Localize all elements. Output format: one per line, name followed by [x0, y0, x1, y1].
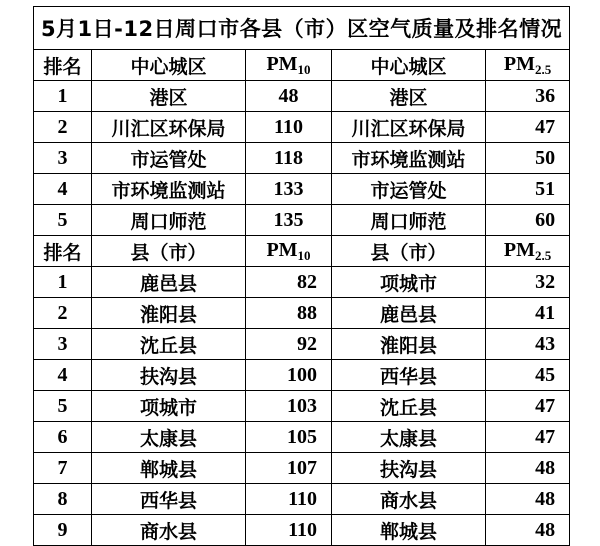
pm25-station-cell: 鹿邑县 [332, 298, 486, 329]
table-row [34, 391, 570, 422]
pm10-station-cell: 扶沟县 [92, 360, 246, 391]
rank-cell: 9 [34, 515, 92, 546]
rank-cell: 3 [34, 329, 92, 360]
title-row [34, 7, 570, 50]
pm25-value-cell: 48 [486, 453, 570, 484]
pm25-station-cell: 扶沟县 [332, 453, 486, 484]
pm10-station-cell: 市环境监测站 [92, 174, 246, 205]
pm10-station-cell: 川汇区环保局 [92, 112, 246, 143]
table-row [34, 267, 570, 298]
pm25-value-cell: 60 [486, 205, 570, 236]
pm10-station-cell: 周口师范 [92, 205, 246, 236]
air-quality-document [33, 6, 569, 546]
pm25-value-cell: 43 [486, 329, 570, 360]
pm10-value-cell: 88 [246, 298, 332, 329]
table-row [34, 515, 570, 546]
pm10-value-cell: 82 [246, 267, 332, 298]
rank-cell: 1 [34, 81, 92, 112]
pm10-station-cell: 项城市 [92, 391, 246, 422]
rank-cell: 4 [34, 174, 92, 205]
pm25-station-cell: 市运管处 [332, 174, 486, 205]
header-rank: 排名 [34, 236, 92, 267]
pm10-value-cell: 133 [246, 174, 332, 205]
pm10-station-cell: 淮阳县 [92, 298, 246, 329]
pm25-value-cell: 45 [486, 360, 570, 391]
pm10-sub: 10 [297, 247, 311, 263]
pm10-value-cell: 135 [246, 205, 332, 236]
pm25-station-cell: 郸城县 [332, 515, 486, 546]
pm25-station-cell: 太康县 [332, 422, 486, 453]
pm10-value-cell: 107 [246, 453, 332, 484]
pm25-station-cell: 市环境监测站 [332, 143, 486, 174]
pm25-station-cell: 沈丘县 [332, 391, 486, 422]
pm25-value-cell: 47 [486, 422, 570, 453]
pm25-value-cell: 48 [486, 515, 570, 546]
table-row [34, 453, 570, 484]
pm10-value-cell: 100 [246, 360, 332, 391]
pm10-value-cell: 103 [246, 391, 332, 422]
rank-cell: 2 [34, 112, 92, 143]
pm25-station-cell: 周口师范 [332, 205, 486, 236]
header-pm25 [486, 50, 570, 81]
pm25-value-cell: 50 [486, 143, 570, 174]
pm25-station-cell: 西华县 [332, 360, 486, 391]
header-pm10 [246, 50, 332, 81]
rank-cell: 2 [34, 298, 92, 329]
pm10-base: PM [266, 238, 298, 261]
pm10-value-cell: 48 [246, 81, 332, 112]
header-name-pm25: 县（市） [332, 236, 486, 267]
rank-cell: 4 [34, 360, 92, 391]
pm25-station-cell: 淮阳县 [332, 329, 486, 360]
pm25-value-cell: 51 [486, 174, 570, 205]
pm25-station-cell: 港区 [332, 81, 486, 112]
rank-cell: 7 [34, 453, 92, 484]
pm10-station-cell: 商水县 [92, 515, 246, 546]
pm10-station-cell: 港区 [92, 81, 246, 112]
rank-cell: 1 [34, 267, 92, 298]
pm10-station-cell: 市运管处 [92, 143, 246, 174]
header-pm25 [486, 236, 570, 267]
pm10-station-cell: 太康县 [92, 422, 246, 453]
pm25-sub: 2.5 [534, 247, 552, 263]
pm25-value-cell: 36 [486, 81, 570, 112]
pm25-value-cell: 48 [486, 484, 570, 515]
pm25-station-cell: 川汇区环保局 [332, 112, 486, 143]
air-quality-table [33, 6, 570, 546]
pm25-station-cell: 商水县 [332, 484, 486, 515]
pm25-sub: 2.5 [534, 61, 552, 77]
pm10-value-cell: 110 [246, 112, 332, 143]
header-row-urban [34, 50, 570, 81]
rank-cell: 8 [34, 484, 92, 515]
pm10-station-cell: 郸城县 [92, 453, 246, 484]
header-row-county [34, 236, 570, 267]
pm25-value-cell: 47 [486, 112, 570, 143]
pm25-value-cell: 47 [486, 391, 570, 422]
pm10-station-cell: 沈丘县 [92, 329, 246, 360]
pm10-station-cell: 西华县 [92, 484, 246, 515]
pm10-value-cell: 92 [246, 329, 332, 360]
table-row [34, 174, 570, 205]
header-rank: 排名 [34, 50, 92, 81]
pm25-base: PM [503, 238, 535, 261]
table-title: 5月1日-12日周口市各县（市）区空气质量及排名情况 [34, 7, 570, 50]
table-row [34, 143, 570, 174]
pm10-station-cell: 鹿邑县 [92, 267, 246, 298]
pm10-value-cell: 110 [246, 484, 332, 515]
rank-cell: 3 [34, 143, 92, 174]
table-row [34, 360, 570, 391]
pm25-value-cell: 32 [486, 267, 570, 298]
pm25-station-cell: 项城市 [332, 267, 486, 298]
table-row [34, 81, 570, 112]
header-name-pm10: 中心城区 [92, 50, 246, 81]
pm10-value-cell: 110 [246, 515, 332, 546]
pm25-base: PM [503, 52, 535, 75]
header-name-pm10: 县（市） [92, 236, 246, 267]
table-row [34, 298, 570, 329]
table-row [34, 112, 570, 143]
pm25-value-cell: 41 [486, 298, 570, 329]
pm10-sub: 10 [297, 61, 311, 77]
table-row [34, 329, 570, 360]
pm10-value-cell: 118 [246, 143, 332, 174]
rank-cell: 5 [34, 391, 92, 422]
table-row [34, 205, 570, 236]
rank-cell: 5 [34, 205, 92, 236]
pm10-base: PM [266, 52, 298, 75]
header-name-pm25: 中心城区 [332, 50, 486, 81]
pm10-value-cell: 105 [246, 422, 332, 453]
header-pm10 [246, 236, 332, 267]
rank-cell: 6 [34, 422, 92, 453]
table-row [34, 422, 570, 453]
table-row [34, 484, 570, 515]
